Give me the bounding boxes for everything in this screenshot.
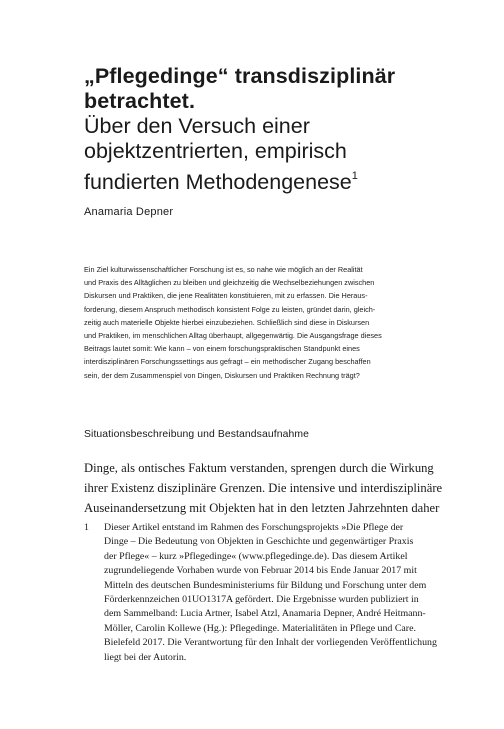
subtitle-line-last <box>84 164 444 195</box>
footnote-line: der Pflege« – kurz »Pflegedinge« (www.pflegedinge.de). Das diesem Artikel <box>104 550 408 562</box>
title-line: betrachtet. <box>84 89 196 113</box>
footnote-line: Möller, Carolin Kollewe (Hg.): Pflegedinge. Materialitäten in Pflege und Care. <box>104 622 416 634</box>
body-paragraph <box>84 458 472 518</box>
title-line: „Pflegedinge“ transdisziplinär <box>84 64 396 88</box>
abstract-line: zeitig auch materielle Objekte hierbei einzubeziehen. Schließlich sind diese in Diskursen <box>84 317 370 327</box>
abstract-line: und Praxis des Alltäglichen zu bleiben und gleichzeitig die Wechselbeziehungen zwischen <box>84 278 375 288</box>
abstract <box>84 263 468 382</box>
abstract-line: und Praktiken, im menschlichen Alltag überhaupt, allgegenwärtig. Die Ausgangsfrage dieses <box>84 331 382 341</box>
footnote-line: dem Sammelband: Lucia Artner, Isabel Atzl, Anamaria Depner, André Heitmann- <box>104 608 426 620</box>
subtitle-line-text: fundierten Methodengenese <box>84 170 352 194</box>
footnote-text <box>104 521 476 665</box>
footnote-line: Dinge – Die Bedeutung von Objekten in Geschichte und gegenwärtiger Praxis <box>104 536 414 548</box>
author-name: Anamaria Depner <box>84 206 174 218</box>
body-line: Dinge, als ontisches Faktum verstanden, sprengen durch die Wirkung <box>84 461 434 475</box>
footnote-line: Förderkennzeichen 01UO1317A gefördert. Die Ergebnisse wurden publiziert in <box>104 594 419 606</box>
abstract-line: Beitrags lautet somit: Wie kann – von einem forschungspraktischen Standpunkt eines <box>84 344 360 354</box>
article-title-block <box>84 64 444 195</box>
abstract-line: Diskursen und Praktiken, die jene Realitäten konstituieren, mit zu erfassen. Die Heraus- <box>84 291 368 301</box>
footnote-line: Dieser Artikel entstand im Rahmen des Forschungsprojekts »Die Pflege der <box>104 522 404 533</box>
abstract-line: sein, der dem Zusammenspiel von Dingen, Diskursen und Praktiken Rechnung trägt? <box>84 370 360 380</box>
footnote-line: zugrundeliegende Vorhaben wurde von Februar 2014 bis Ende Januar 2017 mit <box>104 565 417 577</box>
subtitle-line: Über den Versuch einer <box>84 114 310 138</box>
section-heading: Situationsbeschreibung und Bestandsaufnahme <box>84 429 309 440</box>
body-line: ihrer Existenz disziplinäre Grenzen. Die intensive und interdisziplinäre <box>84 481 443 495</box>
body-line: Auseinandersetzung mit Objekten hat in den letzten Jahrzehnten daher <box>84 501 440 515</box>
footnote-line: Mitteln des deutschen Bundesministeriums für Bildung und Forschung unter dem <box>104 579 427 591</box>
footnote-reference: 1 <box>351 170 358 182</box>
abstract-line: interdisziplinären Forschungssettings aus gefragt – ein methodischer Zugang beschaffen <box>84 357 371 367</box>
abstract-line: forderung, diesem Anspruch methodisch konsistent Folge zu leisten, gründet darin, gleich- <box>84 304 376 314</box>
subtitle-line: objektzentrierten, empirisch <box>84 139 347 163</box>
footnote-line: Bielefeld 2017. Die Verantwortung für den Inhalt der vorliegenden Veröffentlichung <box>104 637 437 649</box>
footnote-line: liegt bei der Autorin. <box>104 651 187 663</box>
abstract-line: Ein Ziel kulturwissenschaftlicher Forschung ist es, so nahe wie möglich an der Realität <box>84 265 363 274</box>
footnote-number: 1 <box>84 522 89 533</box>
